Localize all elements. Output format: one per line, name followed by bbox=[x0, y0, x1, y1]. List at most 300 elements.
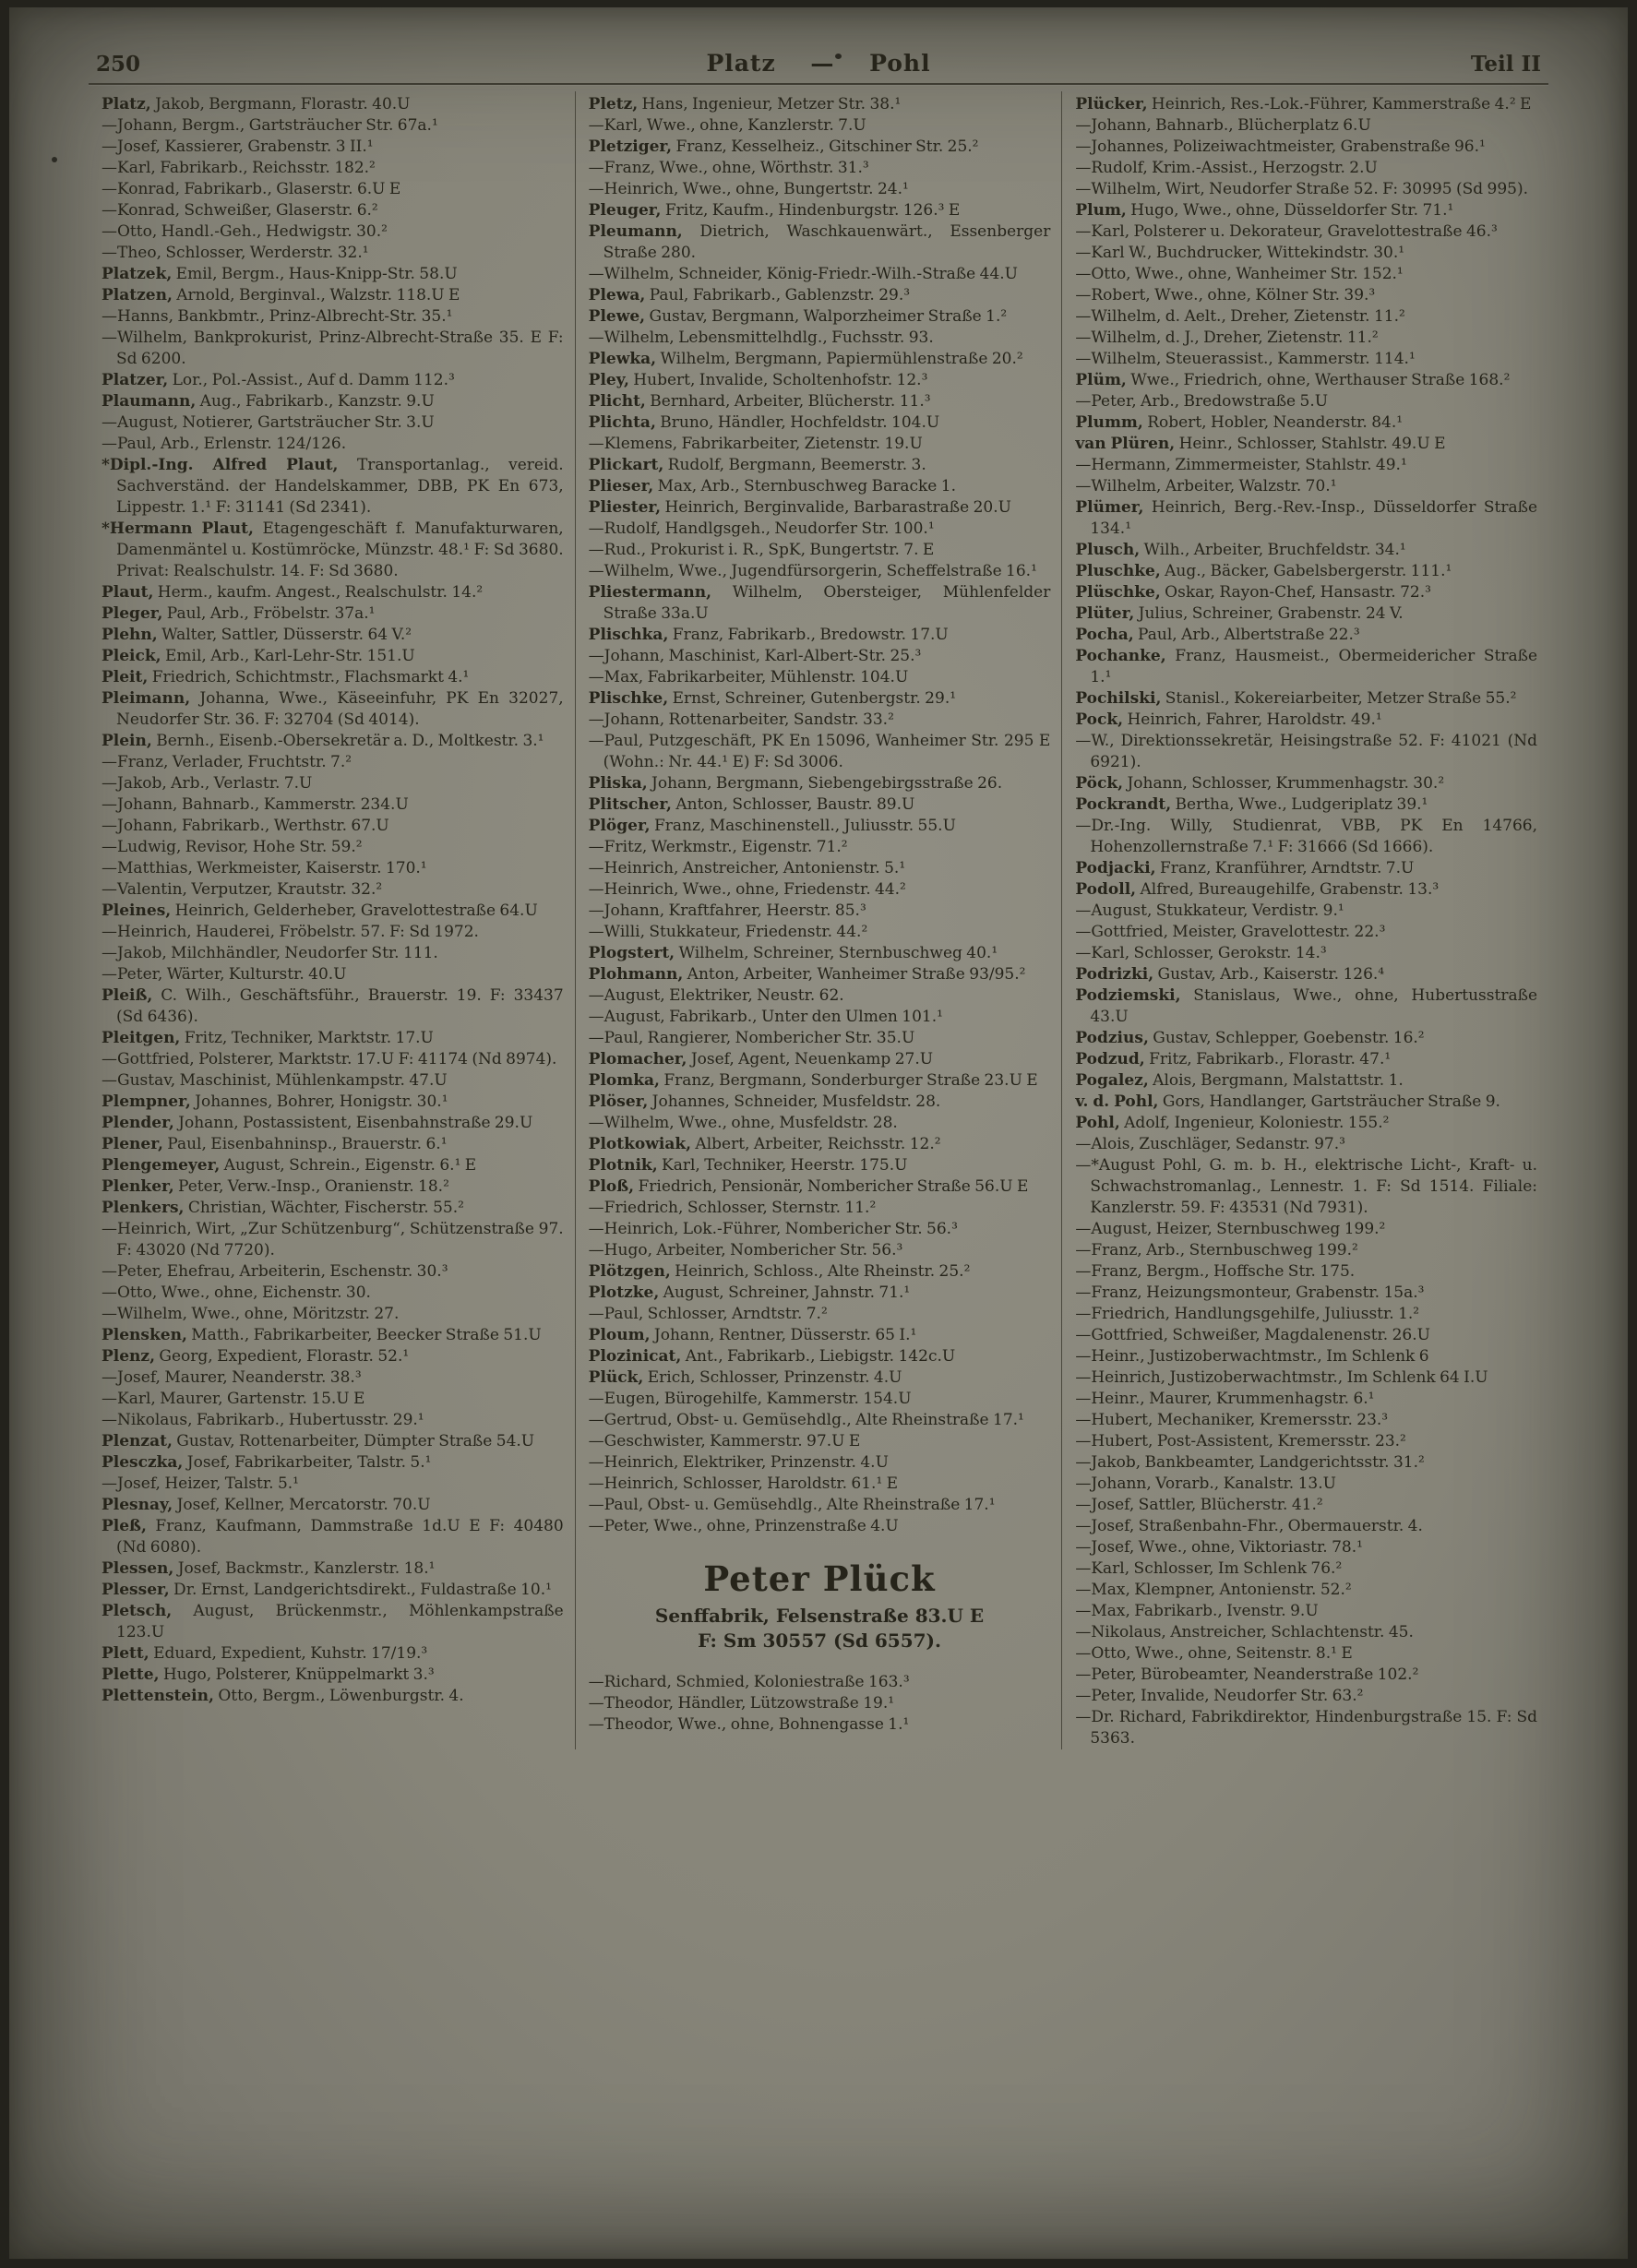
directory-entry: —August, Notierer, Gartsträucher Str. 3.U bbox=[102, 413, 435, 432]
directory-entry: —Peter, Arb., Bredowstraße 5.U bbox=[1075, 392, 1329, 411]
directory-entry: Plicht, Bernhard, Arbeiter, Blücherstr. 11.³ bbox=[588, 392, 931, 411]
entry-surname: Plomacher, bbox=[588, 1050, 687, 1068]
entry-surname: Plücker, bbox=[1075, 95, 1148, 113]
directory-entry: Plüschke, Oskar, Rayon-Chef, Hansastr. 72.³ bbox=[1075, 583, 1431, 602]
directory-entry: Plohmann, Anton, Arbeiter, Wanheimer Straße 93/95.² bbox=[588, 965, 1026, 984]
entry-surname: Plett, bbox=[102, 1644, 149, 1663]
entry-surname: Pleit, bbox=[102, 668, 149, 686]
ad-title: Peter Plück bbox=[703, 1558, 936, 1599]
entry-surname: Platzer, bbox=[102, 371, 169, 389]
directory-entry: Plum, Hugo, Wwe., ohne, Düsseldorfer Str. 71.¹ bbox=[1075, 201, 1454, 220]
directory-entry: —Karl, Maurer, Gartenstr. 15.U E bbox=[102, 1390, 365, 1408]
directory-entry: Pocha, Paul, Arb., Albertstraße 22.³ bbox=[1075, 626, 1360, 644]
page-header bbox=[89, 50, 1548, 83]
directory-entry: Plewka, Wilhelm, Bergmann, Papiermühlenstraße 20.² bbox=[588, 350, 1023, 368]
entry-surname: Pocha, bbox=[1075, 626, 1134, 644]
directory-entry: —Johann, Bahnarb., Kammerstr. 234.U bbox=[102, 795, 409, 814]
directory-entry: —Gustav, Maschinist, Mühlenkampstr. 47.U bbox=[102, 1071, 448, 1090]
directory-entry: *Hermann Plaut, Etagengeschäft f. Manufakturwaren, Damenmäntel u. Kostümröcke, Münzstr. 48.¹ F: Sd 3680. Privat: Realschulstr. 14. F: Sd 3680. bbox=[102, 519, 564, 580]
column-3 bbox=[1061, 91, 1548, 1749]
directory-entry: Plehn, Walter, Sattler, Düsserstr. 64 V.² bbox=[102, 626, 412, 644]
directory-entry: —Wilhelm, Wwe., Jugendfürsorgerin, Scheffelstraße 16.¹ bbox=[588, 562, 1037, 580]
entry-surname: Ploß, bbox=[588, 1177, 635, 1196]
directory-entry: Pleumann, Dietrich, Waschkauenwärt., Essenberger Straße 280. bbox=[588, 222, 1051, 262]
directory-entry: Podjacki, Franz, Kranführer, Arndtstr. 7.U bbox=[1075, 859, 1415, 877]
entry-surname: Plessen, bbox=[102, 1559, 174, 1578]
entry-surname: Plesser, bbox=[102, 1581, 170, 1599]
entry-surname: Plenzat, bbox=[102, 1432, 173, 1450]
entry-surname: Plewe, bbox=[588, 307, 646, 326]
directory-entry: Platzek, Emil, Bergm., Haus-Knipp-Str. 58.U bbox=[102, 265, 458, 283]
directory-entry: —Matthias, Werkmeister, Kaiserstr. 170.¹ bbox=[102, 859, 427, 877]
directory-entry: Plickart, Rudolf, Bergmann, Beemerstr. 3. bbox=[588, 456, 926, 474]
directory-entry: Plöser, Johannes, Schneider, Musfeldstr. 28. bbox=[588, 1092, 941, 1111]
entry-surname: Plümer, bbox=[1075, 498, 1144, 517]
entry-surname: Plaut, bbox=[102, 583, 154, 602]
directory-entry: —Konrad, Schweißer, Glaserstr. 6.² bbox=[102, 201, 378, 220]
entry-surname: Plotzke, bbox=[588, 1283, 660, 1302]
entry-surname: Podzius, bbox=[1075, 1029, 1149, 1047]
directory-entry: —Heinr., Justizoberwachtmstr., Im Schlenk 6 bbox=[1075, 1347, 1429, 1366]
directory-entry: —Heinrich, Schlosser, Haroldstr. 61.¹ E bbox=[588, 1474, 899, 1493]
directory-entry: —Peter, Wwe., ohne, Prinzenstraße 4.U bbox=[588, 1517, 899, 1535]
entry-surname: Plöser, bbox=[588, 1092, 649, 1111]
directory-entry: Podoll, Alfred, Bureaugehilfe, Grabenstr. 13.³ bbox=[1075, 880, 1440, 899]
entry-surname: Plener, bbox=[102, 1135, 163, 1153]
directory-entry: —Wilhelm, Wirt, Neudorfer Straße 52. F: 30995 (Sd 995). bbox=[1075, 180, 1529, 198]
entry-surname: Podoll, bbox=[1075, 880, 1137, 899]
directory-entry: —Max, Klempner, Antonienstr. 52.² bbox=[1075, 1581, 1352, 1599]
directory-entry: —Heinrich, Wwe., ohne, Friedenstr. 44.² bbox=[588, 880, 906, 899]
column-1 bbox=[89, 91, 575, 1749]
directory-entry: —Heinrich, Anstreicher, Antonienstr. 5.¹ bbox=[588, 859, 906, 877]
directory-entry: Pleß, Franz, Kaufmann, Dammstraße 1d.U E F: 40480 (Nd 6080). bbox=[102, 1517, 564, 1557]
directory-entry: Pochilski, Stanisl., Kokereiarbeiter, Metzer Straße 55.² bbox=[1075, 689, 1517, 708]
directory-entry: —Jakob, Bankbeamter, Landgerichtsstr. 31.² bbox=[1075, 1453, 1425, 1472]
directory-entry: Pley, Hubert, Invalide, Scholtenhofstr. 12.³ bbox=[588, 371, 928, 389]
entry-surname: Podjacki, bbox=[1075, 859, 1156, 877]
directory-entry: Platz, Jakob, Bergmann, Florastr. 40.U bbox=[102, 95, 411, 113]
directory-entry: —Karl W., Buchdrucker, Wittekindstr. 30.¹ bbox=[1075, 244, 1405, 262]
directory-entry: —Theo, Schlosser, Werderstr. 32.¹ bbox=[102, 244, 369, 262]
directory-entry: —Gottfried, Schweißer, Magdalenenstr. 26.U bbox=[1075, 1326, 1430, 1344]
directory-entry: Plötzgen, Heinrich, Schloss., Alte Rheinstr. 25.² bbox=[588, 1262, 971, 1281]
entry-surname: Plogstert, bbox=[588, 944, 675, 962]
directory-entry: —Josef, Kassierer, Grabenstr. 3 II.¹ bbox=[102, 137, 374, 156]
directory-entry: Pock, Heinrich, Fahrer, Haroldstr. 49.¹ bbox=[1075, 710, 1382, 729]
directory-entry: —August, Elektriker, Neustr. 62. bbox=[588, 986, 844, 1005]
directory-entry: —Dr. Richard, Fabrikdirektor, Hindenburgstraße 15. F: Sd 5363. bbox=[1075, 1708, 1538, 1748]
entry-surname: Pleger, bbox=[102, 604, 163, 623]
directory-entry: —Johann, Vorarb., Kanalstr. 13.U bbox=[1075, 1474, 1336, 1493]
directory-entry: —Willi, Stukkateur, Friedenstr. 44.² bbox=[588, 923, 868, 941]
directory-entry: Plengemeyer, August, Schrein., Eigenstr. 6.¹ E bbox=[102, 1156, 477, 1175]
directory-entry: —Theodor, Wwe., ohne, Bohnengasse 1.¹ bbox=[588, 1715, 910, 1734]
directory-entry: Plaumann, Aug., Fabrikarb., Kanzstr. 9.U bbox=[102, 392, 435, 411]
directory-entry: Plüm, Wwe., Friedrich, ohne, Werthauser Straße 168.² bbox=[1075, 371, 1511, 389]
directory-entry: —Heinrich, Lok.-Führer, Nombericher Str. 56.³ bbox=[588, 1220, 958, 1238]
directory-entry: —Wilhelm, d. J., Dreher, Zietenstr. 11.² bbox=[1075, 328, 1379, 347]
directory-entry: Plenkers, Christian, Wächter, Fischerstr. 55.² bbox=[102, 1199, 464, 1217]
directory-entry: —Johann, Bahnarb., Blücherplatz 6.U bbox=[1075, 116, 1371, 135]
directory-entry: Plener, Paul, Eisenbahninsp., Brauerstr. 6.¹ bbox=[102, 1135, 448, 1153]
directory-entry: —Johannes, Polizeiwachtmeister, Grabenstraße 96.¹ bbox=[1075, 137, 1486, 156]
directory-entry: —Peter, Bürobeamter, Neanderstraße 102.² bbox=[1075, 1665, 1419, 1684]
column-3-entries bbox=[1075, 94, 1537, 1749]
entry-surname: Plumm, bbox=[1075, 413, 1143, 432]
entry-surname: Plüm, bbox=[1075, 371, 1127, 389]
directory-entry: Plewe, Gustav, Bergmann, Walporzheimer Straße 1.² bbox=[588, 307, 1008, 326]
entry-surname: Pluschke, bbox=[1075, 562, 1161, 580]
directory-entry: Plitscher, Anton, Schlosser, Baustr. 89.U bbox=[588, 795, 915, 814]
directory-entry: Pleines, Heinrich, Gelderheber, Gravelottestraße 64.U bbox=[102, 901, 538, 920]
entry-surname: *Dipl.-Ing. Alfred Plaut, bbox=[102, 456, 339, 474]
entry-surname: Plieser, bbox=[588, 477, 654, 495]
directory-entry: —W., Direktionssekretär, Heisingstraße 52. F: 41021 (Nd 6921). bbox=[1075, 732, 1538, 771]
directory-entry: Pogalez, Alois, Bergmann, Malstattstr. 1. bbox=[1075, 1071, 1404, 1090]
directory-entry: Podzius, Gustav, Schlepper, Goebenstr. 16.² bbox=[1075, 1029, 1425, 1047]
page-title: Platz — Pohl bbox=[706, 50, 931, 77]
directory-entry: Pluschke, Aug., Bäcker, Gabelsbergerstr. 111.¹ bbox=[1075, 562, 1452, 580]
part-label: Teil II bbox=[1470, 52, 1541, 77]
entry-surname: Pöck, bbox=[1075, 774, 1124, 793]
directory-entry: Plempner, Johannes, Bohrer, Honigstr. 30.¹ bbox=[102, 1092, 448, 1111]
entry-surname: Platzek, bbox=[102, 265, 173, 283]
directory-entry: Plusch, Wilh., Arbeiter, Bruchfeldstr. 34.¹ bbox=[1075, 541, 1406, 559]
directory-entry: —Rud., Prokurist i. R., SpK, Bungertstr. 7. E bbox=[588, 541, 935, 559]
entry-surname: Plempner, bbox=[102, 1092, 191, 1111]
directory-entry: van Plüren, Heinr., Schlosser, Stahlstr. 49.U E bbox=[1075, 435, 1446, 453]
directory-entry: —Josef, Maurer, Neanderstr. 38.³ bbox=[102, 1368, 362, 1387]
entry-surname: Plickart, bbox=[588, 456, 664, 474]
directory-entry: Plenzat, Gustav, Rottenarbeiter, Dümpter Straße 54.U bbox=[102, 1432, 535, 1450]
entry-surname: Pogalez, bbox=[1075, 1071, 1149, 1090]
directory-entry: —Otto, Wwe., ohne, Eichenstr. 30. bbox=[102, 1283, 371, 1302]
directory-entry: Pletz, Hans, Ingenieur, Metzer Str. 38.¹ bbox=[588, 95, 902, 113]
entry-surname: Plein, bbox=[102, 732, 152, 750]
entry-surname: Pletziger, bbox=[588, 137, 673, 156]
directory-entry: —Otto, Wwe., ohne, Wanheimer Str. 152.¹ bbox=[1075, 265, 1404, 283]
directory-entry: —Jakob, Arb., Verlastr. 7.U bbox=[102, 774, 313, 793]
directory-entry: Plesczka, Josef, Fabrikarbeiter, Talstr. 5.¹ bbox=[102, 1453, 432, 1472]
directory-entry: —Gottfried, Meister, Gravelottestr. 22.³ bbox=[1075, 923, 1386, 941]
directory-entry: Platzen, Arnold, Berginval., Walzstr. 118.U E bbox=[102, 286, 460, 304]
directory-entry: —Geschwister, Kammerstr. 97.U E bbox=[588, 1432, 861, 1450]
directory-entry: —Paul, Schlosser, Arndtstr. 7.² bbox=[588, 1305, 828, 1323]
directory-entry: —Otto, Wwe., ohne, Seitenstr. 8.¹ E bbox=[1075, 1644, 1353, 1663]
directory-entry: —Dr.-Ing. Willy, Studienrat, VBB, PK En 14766, Hohenzollernstraße 7.¹ F: 31666 (Sd 1666). bbox=[1075, 817, 1538, 856]
entry-surname: Plischka, bbox=[588, 626, 669, 644]
directory-entry: —Konrad, Fabrikarb., Glaserstr. 6.U E bbox=[102, 180, 401, 198]
entry-surname: Podziemski, bbox=[1075, 986, 1181, 1005]
directory-entry: Plewa, Paul, Fabrikarb., Gablenzstr. 29.³ bbox=[588, 286, 911, 304]
directory-entry: Plotzke, August, Schreiner, Jahnstr. 71.¹ bbox=[588, 1283, 911, 1302]
column-1-entries bbox=[102, 94, 564, 1707]
directory-entry: —Gottfried, Polsterer, Marktstr. 17.U F: 41174 (Nd 8974). bbox=[102, 1050, 557, 1068]
directory-entry: —Fritz, Werkmstr., Eigenstr. 71.² bbox=[588, 838, 848, 856]
page-content bbox=[89, 50, 1548, 2226]
directory-entry: —Wilhelm, Arbeiter, Walzstr. 70.¹ bbox=[1075, 477, 1337, 495]
entry-surname: Plender, bbox=[102, 1114, 174, 1132]
directory-entry: Ploum, Johann, Rentner, Düsserstr. 65 I.¹ bbox=[588, 1326, 917, 1344]
ad-line-1: Senffabrik, Felsenstraße 83.U E bbox=[654, 1605, 985, 1627]
directory-entry: —Karl, Wwe., ohne, Kanzlerstr. 7.U bbox=[588, 116, 866, 135]
column-2-entries-bottom bbox=[589, 1672, 1051, 1736]
entry-surname: Pliester, bbox=[588, 498, 662, 517]
entry-surname: Pletz, bbox=[588, 95, 639, 113]
entry-surname: Pleumann, bbox=[588, 222, 683, 241]
directory-entry: Plotkowiak, Albert, Arbeiter, Reichsstr. 12.² bbox=[588, 1135, 941, 1153]
directory-entry: —Friedrich, Handlungsgehilfe, Juliusstr. 1.² bbox=[1075, 1305, 1420, 1323]
directory-entry: —Karl, Schlosser, Im Schlenk 76.² bbox=[1075, 1559, 1343, 1578]
entry-surname: Plitscher, bbox=[588, 795, 672, 814]
directory-entry: —Wilhelm, Lebensmittelhdlg., Fuchsstr. 93. bbox=[588, 328, 934, 347]
directory-entry: —Josef, Wwe., ohne, Viktoriastr. 78.¹ bbox=[1075, 1538, 1363, 1557]
directory-entry: —Franz, Wwe., ohne, Wörthstr. 31.³ bbox=[588, 159, 869, 177]
directory-entry: v. d. Pohl, Gors, Handlanger, Gartsträucher Straße 9. bbox=[1075, 1092, 1500, 1111]
directory-entry: —Wilhelm, Steuerassist., Kammerstr. 114.¹ bbox=[1075, 350, 1416, 368]
directory-entry: —Franz, Arb., Sternbuschweg 199.² bbox=[1075, 1241, 1358, 1259]
entry-surname: Plüschke, bbox=[1075, 583, 1161, 602]
directory-entry: —Johann, Kraftfahrer, Heerstr. 85.³ bbox=[588, 901, 866, 920]
directory-entry: *Dipl.-Ing. Alfred Plaut, Transportanlag., vereid. Sachverständ. der Handelskammer, DBB, PK En 673, Lippestr. 1.¹ F: 31141 (Sd 2341). bbox=[102, 456, 564, 517]
entry-surname: *Hermann Plaut, bbox=[102, 519, 254, 538]
entry-surname: Plettenstein, bbox=[102, 1687, 214, 1705]
entry-surname: Pock, bbox=[1075, 710, 1124, 729]
directory-entry: —August, Heizer, Sternbuschweg 199.² bbox=[1075, 1220, 1386, 1238]
directory-entry: Plenker, Peter, Verw.-Insp., Oranienstr. 18.² bbox=[102, 1177, 449, 1196]
directory-entry: Plein, Bernh., Eisenb.-Obersekretär a. D., Moltkestr. 3.¹ bbox=[102, 732, 544, 750]
header-rule bbox=[89, 83, 1548, 85]
entry-surname: Pliestermann, bbox=[588, 583, 712, 602]
directory-entry: Plaut, Herm., kaufm. Angest., Realschulstr. 14.² bbox=[102, 583, 484, 602]
directory-entry: —Paul, Obst- u. Gemüsehdlg., Alte Rheinstraße 17.¹ bbox=[588, 1496, 996, 1514]
directory-entry: —Richard, Schmied, Koloniestraße 163.³ bbox=[588, 1673, 910, 1691]
directory-entry: —Jakob, Milchhändler, Neudorfer Str. 111. bbox=[102, 944, 438, 962]
directory-entry: —Hubert, Post-Assistent, Kremersstr. 23.² bbox=[1075, 1432, 1406, 1450]
directory-entry: —Peter, Invalide, Neudorfer Str. 63.² bbox=[1075, 1687, 1364, 1705]
entry-surname: Podzud, bbox=[1075, 1050, 1145, 1068]
entry-surname: Platzen, bbox=[102, 286, 173, 304]
entry-surname: Plöger, bbox=[588, 817, 651, 835]
entry-surname: Pley, bbox=[588, 371, 629, 389]
directory-entry: —Rudolf, Handlgsgeh., Neudorfer Str. 100.¹ bbox=[588, 519, 935, 538]
scan-speck bbox=[52, 157, 57, 162]
entry-surname: Pliska, bbox=[588, 774, 648, 793]
directory-entry: Pleiß, C. Wilh., Geschäftsführ., Brauerstr. 19. F: 33437 (Sd 6436). bbox=[102, 986, 564, 1026]
directory-entry: —Hanns, Bankbmtr., Prinz-Albrecht-Str. 35.¹ bbox=[102, 307, 453, 326]
directory-entry: —Hugo, Arbeiter, Nombericher Str. 56.³ bbox=[588, 1241, 903, 1259]
directory-entry: Plotnik, Karl, Techniker, Heerstr. 175.U bbox=[588, 1156, 908, 1175]
entry-surname: Plüter, bbox=[1075, 604, 1135, 623]
directory-entry: —Karl, Fabrikarb., Reichsstr. 182.² bbox=[102, 159, 376, 177]
directory-entry: Pleimann, Johanna, Wwe., Käseeinfuhr, PK En 32027, Neudorfer Str. 36. F: 32704 (Sd 4014). bbox=[102, 689, 564, 729]
directory-entry: Plichta, Bruno, Händler, Hochfeldstr. 104.U bbox=[588, 413, 940, 432]
directory-entry: —Nikolaus, Anstreicher, Schlachtenstr. 45. bbox=[1075, 1623, 1414, 1641]
directory-entry: —August, Stukkateur, Verdistr. 9.¹ bbox=[1075, 901, 1344, 920]
directory-entry: Plesser, Dr. Ernst, Landgerichtsdirekt., Fuldastraße 10.¹ bbox=[102, 1581, 552, 1599]
entry-surname: Plotnik, bbox=[588, 1156, 658, 1175]
directory-entry: —Karl, Schlosser, Gerokstr. 14.³ bbox=[1075, 944, 1327, 962]
entry-surname: Plusch, bbox=[1075, 541, 1141, 559]
entry-surname: Pletsch, bbox=[102, 1602, 173, 1620]
directory-entry: —Johann, Rottenarbeiter, Sandstr. 33.² bbox=[588, 710, 894, 729]
entry-surname: Pleimann, bbox=[102, 689, 191, 708]
entry-surname: Plicht, bbox=[588, 392, 646, 411]
directory-entry: —Rudolf, Krim.-Assist., Herzogstr. 2.U bbox=[1075, 159, 1378, 177]
directory-entry: —Wilhelm, Wwe., ohne, Möritzstr. 27. bbox=[102, 1305, 400, 1323]
directory-entry: —Peter, Wärter, Kulturstr. 40.U bbox=[102, 965, 347, 984]
entry-surname: van Plüren, bbox=[1075, 435, 1176, 453]
directory-entry: Plozinicat, Ant., Fabrikarb., Liebigstr. 142c.U bbox=[588, 1347, 956, 1366]
page-number: 250 bbox=[96, 52, 141, 77]
directory-entry: Pochanke, Franz, Hausmeist., Obermeidericher Straße 1.¹ bbox=[1075, 647, 1538, 686]
directory-columns bbox=[89, 91, 1548, 1749]
directory-entry: —Heinrich, Elektriker, Prinzenstr. 4.U bbox=[588, 1453, 889, 1472]
entry-surname: Plesczka, bbox=[102, 1453, 184, 1472]
directory-entry: —Wilhelm, Wwe., ohne, Musfeldstr. 28. bbox=[588, 1114, 898, 1132]
directory-entry: —Josef, Sattler, Blücherstr. 41.² bbox=[1075, 1496, 1323, 1514]
directory-entry: —Heinr., Maurer, Krummenhagstr. 6.¹ bbox=[1075, 1390, 1375, 1408]
directory-entry: Pöck, Johann, Schlosser, Krummenhagstr. 30.² bbox=[1075, 774, 1445, 793]
entry-surname: v. d. Pohl, bbox=[1075, 1092, 1159, 1111]
directory-entry: —Wilhelm, Schneider, König-Friedr.-Wilh.-Straße 44.U bbox=[588, 265, 1019, 283]
entry-surname: Plohmann, bbox=[588, 965, 684, 984]
directory-entry: Pleick, Emil, Arb., Karl-Lehr-Str. 151.U bbox=[102, 647, 415, 665]
directory-entry: Pleit, Friedrich, Schichtmstr., Flachsmarkt 4.¹ bbox=[102, 668, 470, 686]
ad-line-2: F: Sm 30557 (Sd 6557). bbox=[698, 1629, 941, 1652]
directory-entry: —Max, Fabrikarbeiter, Mühlenstr. 104.U bbox=[588, 668, 909, 686]
directory-entry: Ploß, Friedrich, Pensionär, Nombericher Straße 56.U E bbox=[588, 1177, 1029, 1196]
directory-entry: Platzer, Lor., Pol.-Assist., Auf d. Damm 112.³ bbox=[102, 371, 455, 389]
directory-entry: —Hermann, Zimmermeister, Stahlstr. 49.¹ bbox=[1075, 456, 1407, 474]
directory-entry: —Josef, Heizer, Talstr. 5.¹ bbox=[102, 1474, 299, 1493]
directory-entry: —Josef, Straßenbahn-Fhr., Obermauerstr. 4. bbox=[1075, 1517, 1423, 1535]
directory-entry: Pliska, Johann, Bergmann, Siebengebirgsstraße 26. bbox=[588, 774, 1003, 793]
directory-entry: —Eugen, Bürogehilfe, Kammerstr. 154.U bbox=[588, 1390, 912, 1408]
entry-surname: Plesnay, bbox=[102, 1496, 173, 1514]
directory-entry: Pliester, Heinrich, Berginvalide, Barbarastraße 20.U bbox=[588, 498, 1011, 517]
directory-entry: Podrizki, Gustav, Arb., Kaiserstr. 126.⁴ bbox=[1075, 965, 1385, 984]
directory-entry: —Heinrich, Hauderei, Fröbelstr. 57. F: Sd 1972. bbox=[102, 923, 479, 941]
entry-surname: Plengemeyer, bbox=[102, 1156, 221, 1175]
directory-entry: —Valentin, Verputzer, Krautstr. 32.² bbox=[102, 880, 383, 899]
directory-entry: Plesnay, Josef, Kellner, Mercatorstr. 70.U bbox=[102, 1496, 431, 1514]
entry-surname: Plensken, bbox=[102, 1326, 187, 1344]
directory-entry: —Otto, Handl.-Geh., Hedwigstr. 30.² bbox=[102, 222, 388, 241]
entry-surname: Pochilski, bbox=[1075, 689, 1162, 708]
entry-surname: Podrizki, bbox=[1075, 965, 1154, 984]
directory-entry: Podziemski, Stanislaus, Wwe., ohne, Hubertusstraße 43.U bbox=[1075, 986, 1538, 1026]
directory-entry: Plomka, Franz, Bergmann, Sonderburger Straße 23.U E bbox=[588, 1071, 1038, 1090]
directory-entry: Pletziger, Franz, Kesselheiz., Gitschiner Str. 25.² bbox=[588, 137, 979, 156]
directory-entry: —Wilhelm, Bankprokurist, Prinz-Albrecht-Straße 35. E F: Sd 6200. bbox=[102, 328, 564, 368]
entry-surname: Pleitgen, bbox=[102, 1029, 181, 1047]
entry-surname: Plenz, bbox=[102, 1347, 155, 1366]
entry-surname: Platz, bbox=[102, 95, 151, 113]
entry-surname: Plichta, bbox=[588, 413, 656, 432]
directory-entry: —Paul, Arb., Erlenstr. 124/126. bbox=[102, 435, 347, 453]
entry-surname: Plischke, bbox=[588, 689, 669, 708]
entry-surname: Plehn, bbox=[102, 626, 158, 644]
directory-entry: Plüter, Julius, Schreiner, Grabenstr. 24 V. bbox=[1075, 604, 1404, 623]
directory-entry: Plenz, Georg, Expedient, Florastr. 52.¹ bbox=[102, 1347, 410, 1366]
directory-entry: Plöger, Franz, Maschinenstell., Juliusstr. 55.U bbox=[588, 817, 956, 835]
entry-surname: Pleiß, bbox=[102, 986, 153, 1005]
entry-surname: Plewa, bbox=[588, 286, 646, 304]
directory-entry: —Ludwig, Revisor, Hohe Str. 59.² bbox=[102, 838, 363, 856]
entry-surname: Ploum, bbox=[588, 1326, 651, 1344]
directory-entry: —Franz, Bergm., Hoffsche Str. 175. bbox=[1075, 1262, 1356, 1281]
directory-entry: Pleuger, Fritz, Kaufm., Hindenburgstr. 126.³ E bbox=[588, 201, 961, 220]
ad-peter-plueck bbox=[589, 1559, 1051, 1653]
directory-entry: —Johann, Fabrikarb., Werthstr. 67.U bbox=[102, 817, 389, 835]
entry-surname: Plaumann, bbox=[102, 392, 197, 411]
column-2 bbox=[575, 91, 1062, 1749]
directory-entry: Plischke, Ernst, Schreiner, Gutenbergstr. 29.¹ bbox=[588, 689, 957, 708]
directory-entry: Pletsch, August, Brückenmstr., Möhlenkampstraße 123.U bbox=[102, 1602, 564, 1641]
directory-entry: Plümer, Heinrich, Berg.-Rev.-Insp., Düsseldorfer Straße 134.¹ bbox=[1075, 498, 1538, 538]
directory-entry: Pleger, Paul, Arb., Fröbelstr. 37a.¹ bbox=[102, 604, 376, 623]
directory-entry: Plett, Eduard, Expedient, Kuhstr. 17/19.³ bbox=[102, 1644, 428, 1663]
entry-surname: Plewka, bbox=[588, 350, 657, 368]
directory-entry: —Heinrich, Justizoberwachtmstr., Im Schlenk 64 I.U bbox=[1075, 1368, 1488, 1387]
column-2-entries-top bbox=[589, 94, 1051, 1537]
scanned-page bbox=[9, 7, 1628, 2259]
directory-entry: Plück, Erich, Schlosser, Prinzenstr. 4.U bbox=[588, 1368, 902, 1387]
directory-entry: —Robert, Wwe., ohne, Kölner Str. 39.³ bbox=[1075, 286, 1376, 304]
directory-entry: —Johann, Maschinist, Karl-Albert-Str. 25.³ bbox=[588, 647, 922, 665]
directory-entry: —Peter, Ehefrau, Arbeiterin, Eschenstr. 30.³ bbox=[102, 1262, 448, 1281]
entry-surname: Plötzgen, bbox=[588, 1262, 671, 1281]
directory-entry: Pleitgen, Fritz, Techniker, Marktstr. 17.U bbox=[102, 1029, 434, 1047]
entry-surname: Pleick, bbox=[102, 647, 161, 665]
entry-surname: Plette, bbox=[102, 1665, 160, 1684]
directory-entry: Plettenstein, Otto, Bergm., Löwenburgstr. 4. bbox=[102, 1687, 464, 1705]
directory-entry: Podzud, Fritz, Fabrikarb., Florastr. 47.¹ bbox=[1075, 1050, 1392, 1068]
directory-entry: —Franz, Heizungsmonteur, Grabenstr. 15a.³ bbox=[1075, 1283, 1425, 1302]
directory-entry: —*August Pohl, G. m. b. H., elektrische Licht-, Kraft- u. Schwachstromanlag., Lennestr. 1. F: Sd 1514. Filiale: Kanzlerstr. 59. F: 43531 (Nd 7931). bbox=[1075, 1156, 1538, 1217]
directory-entry: Plomacher, Josef, Agent, Neuenkamp 27.U bbox=[588, 1050, 934, 1068]
directory-entry: —Franz, Verlader, Fruchtstr. 7.² bbox=[102, 753, 352, 771]
directory-entry: Plessen, Josef, Backmstr., Kanzlerstr. 18.¹ bbox=[102, 1559, 436, 1578]
directory-entry: Plieser, Max, Arb., Sternbuschweg Baracke 1. bbox=[588, 477, 956, 495]
directory-entry: —Klemens, Fabrikarbeiter, Zietenstr. 19.U bbox=[588, 435, 923, 453]
directory-entry: —Friedrich, Schlosser, Sternstr. 11.² bbox=[588, 1199, 877, 1217]
directory-entry: Plensken, Matth., Fabrikarbeiter, Beecker Straße 51.U bbox=[102, 1326, 542, 1344]
directory-entry: —Heinrich, Wwe., ohne, Bungertstr. 24.¹ bbox=[588, 180, 909, 198]
entry-surname: Pohl, bbox=[1075, 1114, 1120, 1132]
entry-surname: Plenker, bbox=[102, 1177, 174, 1196]
directory-entry: Pockrandt, Bertha, Wwe., Ludgeriplatz 39.¹ bbox=[1075, 795, 1428, 814]
directory-entry: —Nikolaus, Fabrikarb., Hubertusstr. 29.¹ bbox=[102, 1411, 424, 1429]
entry-surname: Pleß, bbox=[102, 1517, 147, 1535]
directory-entry: —Johann, Bergm., Gartsträucher Str. 67a.¹ bbox=[102, 116, 438, 135]
entry-surname: Pockrandt, bbox=[1075, 795, 1172, 814]
entry-surname: Plenkers, bbox=[102, 1199, 185, 1217]
entry-surname: Pleuger, bbox=[588, 201, 662, 220]
directory-entry: Plücker, Heinrich, Res.-Lok.-Führer, Kammerstraße 4.² E bbox=[1075, 95, 1532, 113]
entry-surname: Pleines, bbox=[102, 901, 172, 920]
directory-entry: Plogstert, Wilhelm, Schreiner, Sternbuschweg 40.¹ bbox=[588, 944, 998, 962]
directory-entry: —Theodor, Händler, Lützowstraße 19.¹ bbox=[588, 1694, 895, 1713]
directory-entry: Pliestermann, Wilhelm, Obersteiger, Mühlenfelder Straße 33a.U bbox=[588, 583, 1051, 623]
directory-entry: —Max, Fabrikarb., Ivenstr. 9.U bbox=[1075, 1602, 1319, 1620]
directory-entry: —Heinrich, Wirt, „Zur Schützenburg“, Schützenstraße 97. F: 43020 (Nd 7720). bbox=[102, 1220, 564, 1259]
directory-entry: Plischka, Franz, Fabrikarb., Bredowstr. 17.U bbox=[588, 626, 949, 644]
directory-entry: Pohl, Adolf, Ingenieur, Koloniestr. 155.² bbox=[1075, 1114, 1390, 1132]
entry-surname: Plomka, bbox=[588, 1071, 660, 1090]
